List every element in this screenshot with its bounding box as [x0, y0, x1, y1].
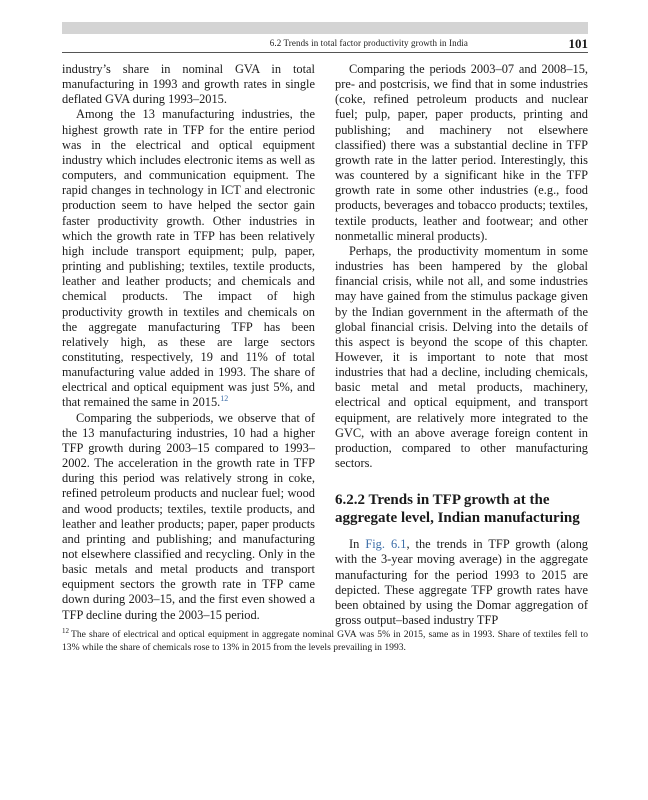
paragraph-productivity-momentum: Perhaps, the productivity momentum in some industries has been hampered by the global financial crisis, while not all, and some industries may have gained from the stimulus package given by the Indian government in the aftermath of the global financial crisis. Delving into the details of this aspect is beyond the scope of this chapter. However, it is important to note that most industries that had a decline, including chemicals, basic metal and metal products, machinery, electrical and optical equipment, and transport equipment, are relatively more integrated to the GVC, with an above average foreign content in production, compared to other manufacturing sectors.: [335, 243, 588, 471]
paragraph-text: In: [349, 537, 366, 552]
paragraph-crisis-comparison: Comparing the periods 2003–07 and 2008–15, pre- and postcrisis, we find that in some industries (coke, refined petroleum products and nuclear fuel; pulp, paper, paper products, printing and publishing; and machinery not elsewhere classified) there was a substantial decline in TFP growth rate in the latter period. Interestingly, this was countered by a significant hike in the TFP growth rate in some other industries (e.g., food products, beverages and tobacco products; textiles, textile products, leather and footwear; and other nonmetallic mineral products).: [335, 62, 588, 243]
paragraph-subperiods: Comparing the subperiods, we observe that of the 13 manufacturing industries, 10 had a higher TFP growth during 2003–15 compared to 1993–2002. The acceleration in the growth rate in TFP during this period was relatively strong in coke, refined petroleum products and nuclear fuel; wood and wood products; textiles, textile products, and leather and leather products; paper, paper products and printing and publishing; and manufacturing not elsewhere classified and recycling. Only in the basic metals and metal products and transport equipment sectors the growth rate in TFP came down during 2003–15, and the first even showed a TFP decline during the 2003–15 period.: [62, 410, 315, 622]
paragraph-industry-growth: [62, 107, 315, 410]
left-column: [62, 62, 315, 623]
footnote-reference[interactable]: 12: [220, 394, 229, 404]
paragraph-text: , the trends in TFP growth (along with the 3-year moving average) in the aggregate manufacturing for the period 1993 to 2015 are depicted. These aggregate TFP growth rates have been obtained by using the Domar aggregation of gross output–based industry TFP: [335, 537, 589, 627]
header-rule: [62, 52, 588, 53]
footnote-number: 12: [62, 626, 69, 635]
page-number: 101: [568, 36, 588, 51]
figure-link[interactable]: Fig. 6.1: [365, 537, 407, 552]
paragraph-continued: industry’s share in nominal GVA in total manufacturing in 1993 and growth rates in single deflated GVA during 1993–2015.: [62, 62, 315, 107]
section-heading: 6.2.2 Trends in TFP growth at the aggregate level, Indian manufacturing: [335, 492, 580, 527]
header-bar: [62, 22, 588, 34]
right-column: [335, 62, 588, 628]
running-head: 6.2 Trends in total factor productivity growth in India: [269, 38, 468, 48]
paragraph-aggregate-trends: [335, 537, 588, 628]
footnote-text: The share of electrical and optical equipment in aggregate nominal GVA was 5% in 2015, same as in 1993. Share of textiles fell to 13% while the share of chemicals rose to 13% in 2015 from the levels prevailing in 1993.: [62, 629, 588, 653]
paragraph-text: Among the 13 manufacturing industries, the highest growth rate in TFP for the entire period was in the electrical and optical equipment industry which includes electronic items as well as computers, and communication equipment. The rapid changes in technology in ICT and electronic production seem to have helped the sector gain faster productivity growth. Other industries in which the growth rate in TFP has been relatively high include transport equipment; pulp, paper, printing and publishing; textiles, textile products, leather and leather products; and chemicals and chemical products. The impact of high productivity growth in textiles and chemicals on the aggregate manufacturing TFP has been relatively high, as these are large sectors constituting, respectively, 19 and 11% of total manufacturing value added in 1993. The share of electrical and optical equipment was just 5%, and that remained the same in 2015.: [62, 107, 315, 410]
footnote: [62, 628, 588, 654]
